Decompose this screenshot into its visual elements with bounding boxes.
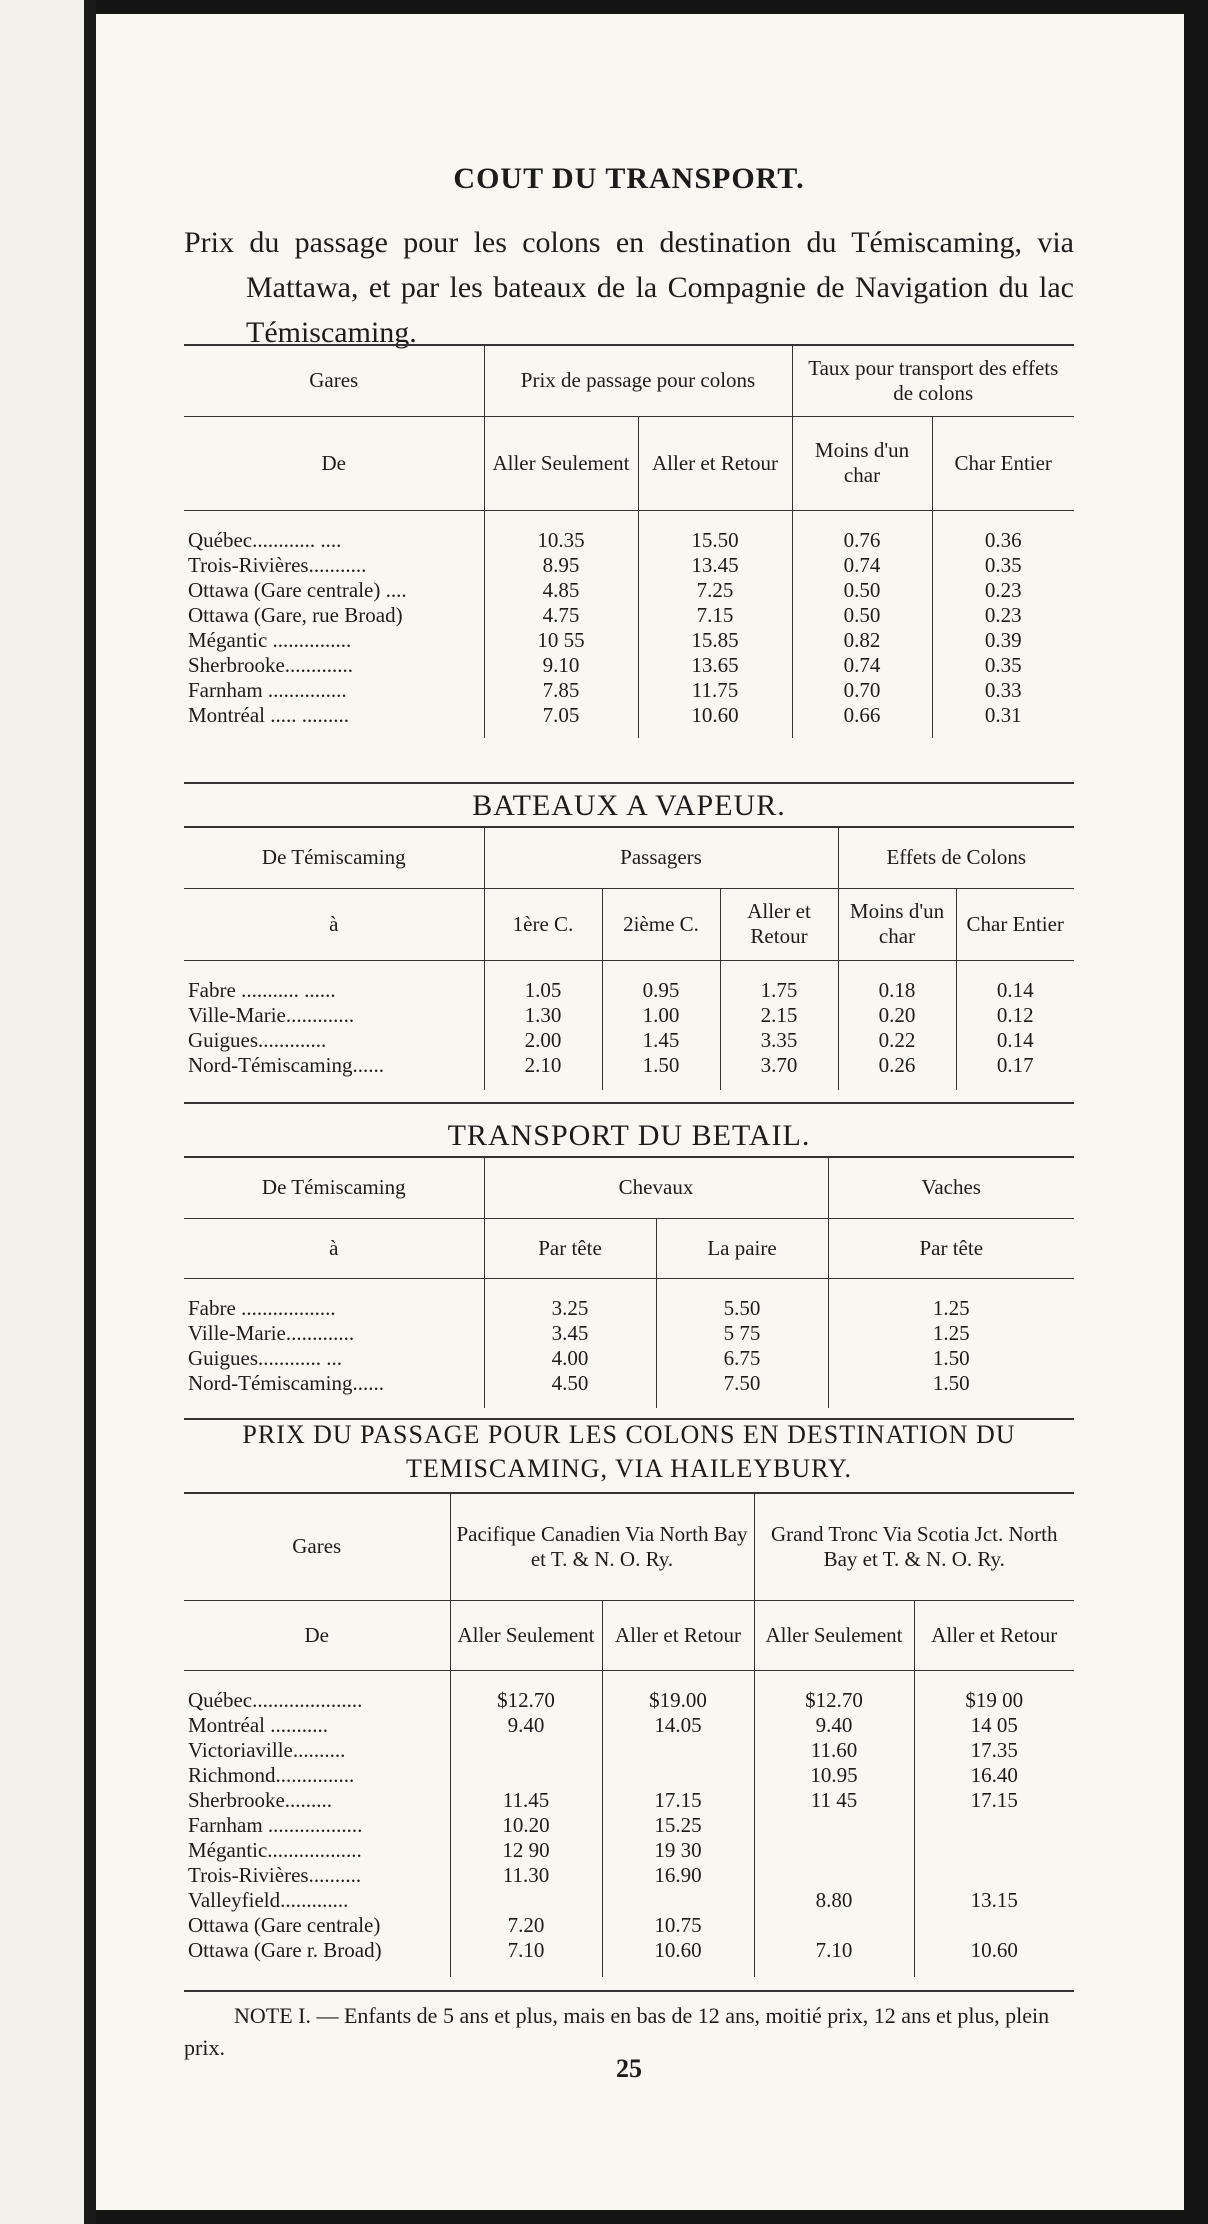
col-header-de: De xyxy=(184,416,484,510)
table-row: Montréal ..... ......... 7.05 10.60 0.66 0.31 xyxy=(184,703,1074,728)
col-header-de-temiscaming: De Témiscaming xyxy=(184,828,484,888)
table-mattawa-fares xyxy=(184,346,1074,738)
table-row: Fabre .................. 3.25 5.50 1.25 xyxy=(184,1296,1074,1321)
table2-bottom-rule xyxy=(184,1102,1074,1104)
col-header-aller-gt: Aller Seulement xyxy=(754,1600,914,1670)
book-spine xyxy=(84,0,96,2224)
intro-paragraph: Prix du passage pour les colons en destination du Témiscaming, via Mattawa, et par les bateaux de la Compagnie de Navigation du lac Témiscaming. xyxy=(184,226,1074,349)
table-row: Mégantic ............... 10 55 15.85 0.82 0.39 xyxy=(184,628,1074,653)
col-header-a: à xyxy=(184,1218,484,1278)
col-header-retour-cp: Aller et Retour xyxy=(602,1600,754,1670)
table-row: Victoriaville.......... 11.60 17.35 xyxy=(184,1738,1074,1763)
col-header-de-temiscaming: De Témiscaming xyxy=(184,1158,484,1218)
group-header-vaches: Vaches xyxy=(828,1158,1074,1218)
section-heading-betail: TRANSPORT DU BETAIL. xyxy=(447,1119,811,1152)
col-header-a: à xyxy=(184,888,484,960)
table-row: Farnham ............... 7.85 11.75 0.70 0.33 xyxy=(184,678,1074,703)
col-header-char: Char Entier xyxy=(932,416,1074,510)
col-header-aller-cp: Aller Seulement xyxy=(450,1600,602,1670)
col-header-moins: Moins d'un char xyxy=(792,416,932,510)
table-row: Ottawa (Gare centrale) .... 4.85 7.25 0.50 0.23 xyxy=(184,578,1074,603)
table-row: Ottawa (Gare centrale) 7.20 10.75 xyxy=(184,1913,1074,1938)
table-row: Nord-Témiscaming...... 2.10 1.50 3.70 0.26 0.17 xyxy=(184,1053,1074,1078)
col-header-vache-par-tete: Par tête xyxy=(828,1218,1074,1278)
table-row: Trois-Rivières........... 8.95 13.45 0.74 0.35 xyxy=(184,553,1074,578)
section-heading-haileybury: PRIX DU PASSAGE POUR LES COLONS EN DESTINATION DU TEMISCAMING, VIA HAILEYBURY. xyxy=(242,1420,1016,1483)
table-row: Nord-Témiscaming...... 4.50 7.50 1.50 xyxy=(184,1371,1074,1396)
table4-bottom-rule xyxy=(184,1990,1074,1992)
table-row: Sherbrooke......... 11.45 17.15 11 45 17.15 xyxy=(184,1788,1074,1813)
col-header-char: Char Entier xyxy=(956,888,1074,960)
group-header-effets-colons: Effets de Colons xyxy=(838,828,1074,888)
col-header-2ieme: 2ième C. xyxy=(602,888,720,960)
col-header-retour-gt: Aller et Retour xyxy=(914,1600,1074,1670)
table-row: Ottawa (Gare r. Broad) 7.10 10.60 7.10 10.60 xyxy=(184,1938,1074,1963)
footnote: NOTE I. — Enfants de 5 ans et plus, mais en bas de 12 ans, moitié prix, 12 ans et plus, plein prix. xyxy=(184,2003,1050,2060)
table-row: Richmond............... 10.95 16.40 xyxy=(184,1763,1074,1788)
table-row: Ottawa (Gare, rue Broad) 4.75 7.15 0.50 0.23 xyxy=(184,603,1074,628)
section-heading-bateaux: BATEAUX A VAPEUR. xyxy=(472,789,786,822)
table-row: Guigues............ ... 4.00 6.75 1.50 xyxy=(184,1346,1074,1371)
table-row: Mégantic.................. 12 90 19 30 xyxy=(184,1838,1074,1863)
col-header-par-tete: Par tête xyxy=(484,1218,656,1278)
table-haileybury xyxy=(184,1494,1074,1977)
table-row: Farnham .................. 10.20 15.25 xyxy=(184,1813,1074,1838)
col-header-aller-retour: Aller et Retour xyxy=(720,888,838,960)
table-row: Ville-Marie............. 1.30 1.00 2.15 0.20 0.12 xyxy=(184,1003,1074,1028)
group-header-passage: Prix de passage pour colons xyxy=(484,346,792,416)
table-betail xyxy=(184,1158,1074,1408)
table-row: Fabre ........... ...... 1.05 0.95 1.75 0.18 0.14 xyxy=(184,978,1074,1003)
col-header-la-paire: La paire xyxy=(656,1218,828,1278)
table-row: Sherbrooke............. 9.10 13.65 0.74 0.35 xyxy=(184,653,1074,678)
group-header-effets: Taux pour transport des effets de colons xyxy=(792,346,1074,416)
table-row: Montréal ........... 9.40 14.05 9.40 14 05 xyxy=(184,1713,1074,1738)
table-row: Guigues............. 2.00 1.45 3.35 0.22 0.14 xyxy=(184,1028,1074,1053)
table-row: Ville-Marie............. 3.45 5 75 1.25 xyxy=(184,1321,1074,1346)
col-header-aller: Aller Seulement xyxy=(484,416,638,510)
group-header-grand-tronc: Grand Tronc Via Scotia Jct. North Bay et T. & N. O. Ry. xyxy=(754,1494,1074,1600)
table-row: Valleyfield............. 8.80 13.15 xyxy=(184,1888,1074,1913)
col-header-gares: Gares xyxy=(184,1494,450,1600)
col-header-retour: Aller et Retour xyxy=(638,416,792,510)
col-header-1ere: 1ère C. xyxy=(484,888,602,960)
col-header-moins: Moins d'un char xyxy=(838,888,956,960)
col-header-de: De xyxy=(184,1600,450,1670)
facing-page-edge xyxy=(0,0,90,2224)
table-row: Trois-Rivières.......... 11.30 16.90 xyxy=(184,1863,1074,1888)
group-header-chevaux: Chevaux xyxy=(484,1158,828,1218)
page-title: COUT DU TRANSPORT. xyxy=(453,162,805,195)
table-row: Québec..................... $12.70 $19.00 $12.70 $19 00 xyxy=(184,1688,1074,1713)
group-header-passagers: Passagers xyxy=(484,828,838,888)
page-number: 25 xyxy=(616,2054,642,2083)
book-page xyxy=(96,14,1184,2210)
group-header-pacifique: Pacifique Canadien Via North Bay et T. & N. O. Ry. xyxy=(450,1494,754,1600)
col-header-gares: Gares xyxy=(184,346,484,416)
table-bateaux xyxy=(184,828,1074,1090)
table1-bottom-rule xyxy=(184,782,1074,784)
table-row: Québec............ .... 10.35 15.50 0.76 0.36 xyxy=(184,528,1074,553)
